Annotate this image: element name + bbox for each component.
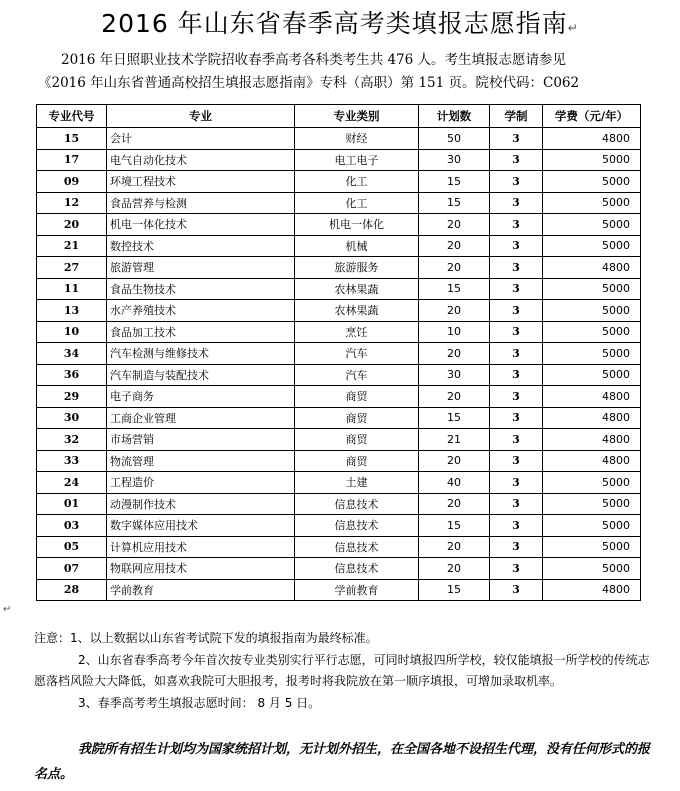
cell-fee: 4800 xyxy=(543,429,641,451)
cell-code: 03 xyxy=(37,515,107,537)
table-row xyxy=(37,407,641,429)
cell-major: 动漫制作技术 xyxy=(107,493,295,515)
table-row xyxy=(37,300,641,322)
cell-plan: 20 xyxy=(419,343,490,365)
cell-major: 环境工程技术 xyxy=(107,171,295,193)
cell-category: 财经 xyxy=(295,128,419,150)
cell-major: 食品生物技术 xyxy=(107,278,295,300)
cell-major: 电子商务 xyxy=(107,386,295,408)
notes-section xyxy=(34,628,654,714)
paragraph-mark-icon: ↵ xyxy=(567,21,579,35)
cell-years: 3 xyxy=(490,429,543,451)
cell-category: 汽车 xyxy=(295,364,419,386)
cell-code: 09 xyxy=(37,171,107,193)
cell-plan: 20 xyxy=(419,386,490,408)
cell-plan: 20 xyxy=(419,558,490,580)
intro-line-2: 《2016 年山东省普通高校招生填报志愿指南》专科（高职）第 151 页。院校代码：C062 xyxy=(38,75,580,91)
cell-fee: 5000 xyxy=(543,171,641,193)
cell-code: 33 xyxy=(37,450,107,472)
cell-plan: 40 xyxy=(419,472,490,494)
cell-major: 汽车检测与维修技术 xyxy=(107,343,295,365)
table-row xyxy=(37,128,641,150)
cell-category: 信息技术 xyxy=(295,558,419,580)
table-row xyxy=(37,558,641,580)
cell-code: 05 xyxy=(37,536,107,558)
table-row xyxy=(37,515,641,537)
cell-major: 计算机应用技术 xyxy=(107,536,295,558)
table-row xyxy=(37,472,641,494)
cell-years: 3 xyxy=(490,192,543,214)
cell-major: 食品加工技术 xyxy=(107,321,295,343)
cell-major: 电气自动化技术 xyxy=(107,149,295,171)
table-row xyxy=(37,214,641,236)
cell-category: 信息技术 xyxy=(295,536,419,558)
cell-plan: 20 xyxy=(419,235,490,257)
cell-years: 3 xyxy=(490,558,543,580)
cell-major: 水产养殖技术 xyxy=(107,300,295,322)
cell-code: 30 xyxy=(37,407,107,429)
header-major: 专业 xyxy=(107,105,295,128)
header-category: 专业类别 xyxy=(295,105,419,128)
cell-code: 34 xyxy=(37,343,107,365)
cell-fee: 4800 xyxy=(543,128,641,150)
cell-plan: 20 xyxy=(419,214,490,236)
cell-years: 3 xyxy=(490,214,543,236)
cell-years: 3 xyxy=(490,407,543,429)
cell-fee: 5000 xyxy=(543,321,641,343)
cell-major: 数控技术 xyxy=(107,235,295,257)
cell-code: 27 xyxy=(37,257,107,279)
cell-plan: 10 xyxy=(419,321,490,343)
cell-category: 化工 xyxy=(295,171,419,193)
cell-years: 3 xyxy=(490,278,543,300)
cell-years: 3 xyxy=(490,364,543,386)
paragraph-mark-icon: ↵ xyxy=(3,604,12,615)
cell-plan: 15 xyxy=(419,515,490,537)
cell-years: 3 xyxy=(490,472,543,494)
cell-code: 11 xyxy=(37,278,107,300)
cell-major: 食品营养与检测 xyxy=(107,192,295,214)
cell-category: 学前教育 xyxy=(295,579,419,601)
cell-plan: 15 xyxy=(419,407,490,429)
cell-plan: 20 xyxy=(419,493,490,515)
cell-fee: 5000 xyxy=(543,364,641,386)
table-row xyxy=(37,429,641,451)
cell-major: 物联网应用技术 xyxy=(107,558,295,580)
cell-fee: 5000 xyxy=(543,300,641,322)
cell-category: 商贸 xyxy=(295,450,419,472)
cell-fee: 4800 xyxy=(543,579,641,601)
cell-code: 36 xyxy=(37,364,107,386)
intro-paragraph xyxy=(38,49,668,95)
cell-category: 商贸 xyxy=(295,407,419,429)
table-row xyxy=(37,257,641,279)
cell-fee: 5000 xyxy=(543,235,641,257)
note-1: 注意：1、以上数据以山东省考试院下发的填报指南为最终标准。 xyxy=(34,631,378,645)
cell-plan: 30 xyxy=(419,364,490,386)
cell-code: 07 xyxy=(37,558,107,580)
cell-years: 3 xyxy=(490,579,543,601)
cell-fee: 4800 xyxy=(543,386,641,408)
cell-major: 工商企业管理 xyxy=(107,407,295,429)
cell-category: 化工 xyxy=(295,192,419,214)
cell-major: 市场营销 xyxy=(107,429,295,451)
table-row xyxy=(37,192,641,214)
cell-code: 20 xyxy=(37,214,107,236)
cell-plan: 21 xyxy=(419,429,490,451)
table-row xyxy=(37,386,641,408)
header-code: 专业代号 xyxy=(37,105,107,128)
header-plan: 计划数 xyxy=(419,105,490,128)
note-3: 3、春季高考考生填报志愿时间： 8 月 5 日。 xyxy=(78,695,321,710)
cell-plan: 15 xyxy=(419,171,490,193)
cell-fee: 5000 xyxy=(543,515,641,537)
cell-years: 3 xyxy=(490,321,543,343)
cell-code: 10 xyxy=(37,321,107,343)
cell-category: 商贸 xyxy=(295,429,419,451)
cell-fee: 5000 xyxy=(543,558,641,580)
cell-category: 农林果蔬 xyxy=(295,278,419,300)
cell-years: 3 xyxy=(490,515,543,537)
cell-plan: 15 xyxy=(419,192,490,214)
table-row xyxy=(37,321,641,343)
cell-plan: 15 xyxy=(419,579,490,601)
cell-major: 机电一体化技术 xyxy=(107,214,295,236)
header-fee: 学费（元/年） xyxy=(543,105,641,128)
cell-major: 会计 xyxy=(107,128,295,150)
cell-category: 农林果蔬 xyxy=(295,300,419,322)
cell-plan: 50 xyxy=(419,128,490,150)
cell-fee: 5000 xyxy=(543,278,641,300)
cell-years: 3 xyxy=(490,343,543,365)
cell-fee: 5000 xyxy=(543,472,641,494)
cell-fee: 5000 xyxy=(543,343,641,365)
cell-code: 29 xyxy=(37,386,107,408)
cell-fee: 5000 xyxy=(543,536,641,558)
cell-years: 3 xyxy=(490,493,543,515)
cell-years: 3 xyxy=(490,257,543,279)
cell-plan: 20 xyxy=(419,300,490,322)
table-row xyxy=(37,278,641,300)
cell-major: 工程造价 xyxy=(107,472,295,494)
table-row xyxy=(37,343,641,365)
cell-major: 数字媒体应用技术 xyxy=(107,515,295,537)
cell-fee: 5000 xyxy=(543,493,641,515)
page-title-text: 2016 年山东省春季高考类填报志愿指南 xyxy=(101,9,568,38)
cell-years: 3 xyxy=(490,171,543,193)
cell-category: 信息技术 xyxy=(295,493,419,515)
cell-plan: 30 xyxy=(419,149,490,171)
header-years: 学制 xyxy=(490,105,543,128)
cell-category: 机械 xyxy=(295,235,419,257)
table-row xyxy=(37,493,641,515)
cell-code: 32 xyxy=(37,429,107,451)
cell-years: 3 xyxy=(490,536,543,558)
cell-code: 28 xyxy=(37,579,107,601)
cell-fee: 5000 xyxy=(543,149,641,171)
cell-fee: 4800 xyxy=(543,450,641,472)
cell-category: 商贸 xyxy=(295,386,419,408)
cell-years: 3 xyxy=(490,386,543,408)
table-header-row xyxy=(37,105,641,128)
table-row xyxy=(37,171,641,193)
cell-years: 3 xyxy=(490,128,543,150)
note-2: 2、山东省春季高考今年首次按专业类别实行平行志愿，可同时填报四所学校，较仅能填报一所学校的传统志愿落档风险大大降低，如喜欢我院可大胆报考，报考时将我院放在第一顺序填报，可增加录取机率。 xyxy=(34,652,650,688)
table-row xyxy=(37,450,641,472)
cell-years: 3 xyxy=(490,300,543,322)
table-row xyxy=(37,235,641,257)
cell-code: 17 xyxy=(37,149,107,171)
table-body xyxy=(37,128,641,601)
cell-major: 旅游管理 xyxy=(107,257,295,279)
cell-category: 信息技术 xyxy=(295,515,419,537)
table-row xyxy=(37,149,641,171)
cell-category: 土建 xyxy=(295,472,419,494)
cell-fee: 4800 xyxy=(543,407,641,429)
cell-code: 15 xyxy=(37,128,107,150)
table-row xyxy=(37,364,641,386)
cell-category: 旅游服务 xyxy=(295,257,419,279)
cell-plan: 20 xyxy=(419,257,490,279)
cell-major: 汽车制造与装配技术 xyxy=(107,364,295,386)
cell-plan: 20 xyxy=(419,536,490,558)
cell-major: 物流管理 xyxy=(107,450,295,472)
page-title xyxy=(0,4,680,40)
table-row xyxy=(37,579,641,601)
cell-code: 21 xyxy=(37,235,107,257)
cell-plan: 20 xyxy=(419,450,490,472)
cell-years: 3 xyxy=(490,149,543,171)
table-row xyxy=(37,536,641,558)
cell-years: 3 xyxy=(490,450,543,472)
cell-code: 12 xyxy=(37,192,107,214)
recruitment-statement: 我院所有招生计划均为国家统招计划，无计划外招生，在全国各地不设招生代理，没有任何形式的报名点。 xyxy=(34,742,651,782)
cell-major: 学前教育 xyxy=(107,579,295,601)
intro-line-1: 2016 年日照职业技术学院招收春季高考各科类考生共 476 人。考生填报志愿请参见 xyxy=(61,52,566,68)
cell-years: 3 xyxy=(490,235,543,257)
cell-code: 01 xyxy=(37,493,107,515)
cell-fee: 5000 xyxy=(543,214,641,236)
cell-fee: 5000 xyxy=(543,192,641,214)
cell-category: 汽车 xyxy=(295,343,419,365)
cell-code: 24 xyxy=(37,472,107,494)
cell-category: 机电一体化 xyxy=(295,214,419,236)
cell-fee: 4800 xyxy=(543,257,641,279)
enrollment-table xyxy=(36,104,641,601)
cell-code: 13 xyxy=(37,300,107,322)
cell-category: 电工电子 xyxy=(295,149,419,171)
cell-plan: 15 xyxy=(419,278,490,300)
cell-category: 烹饪 xyxy=(295,321,419,343)
